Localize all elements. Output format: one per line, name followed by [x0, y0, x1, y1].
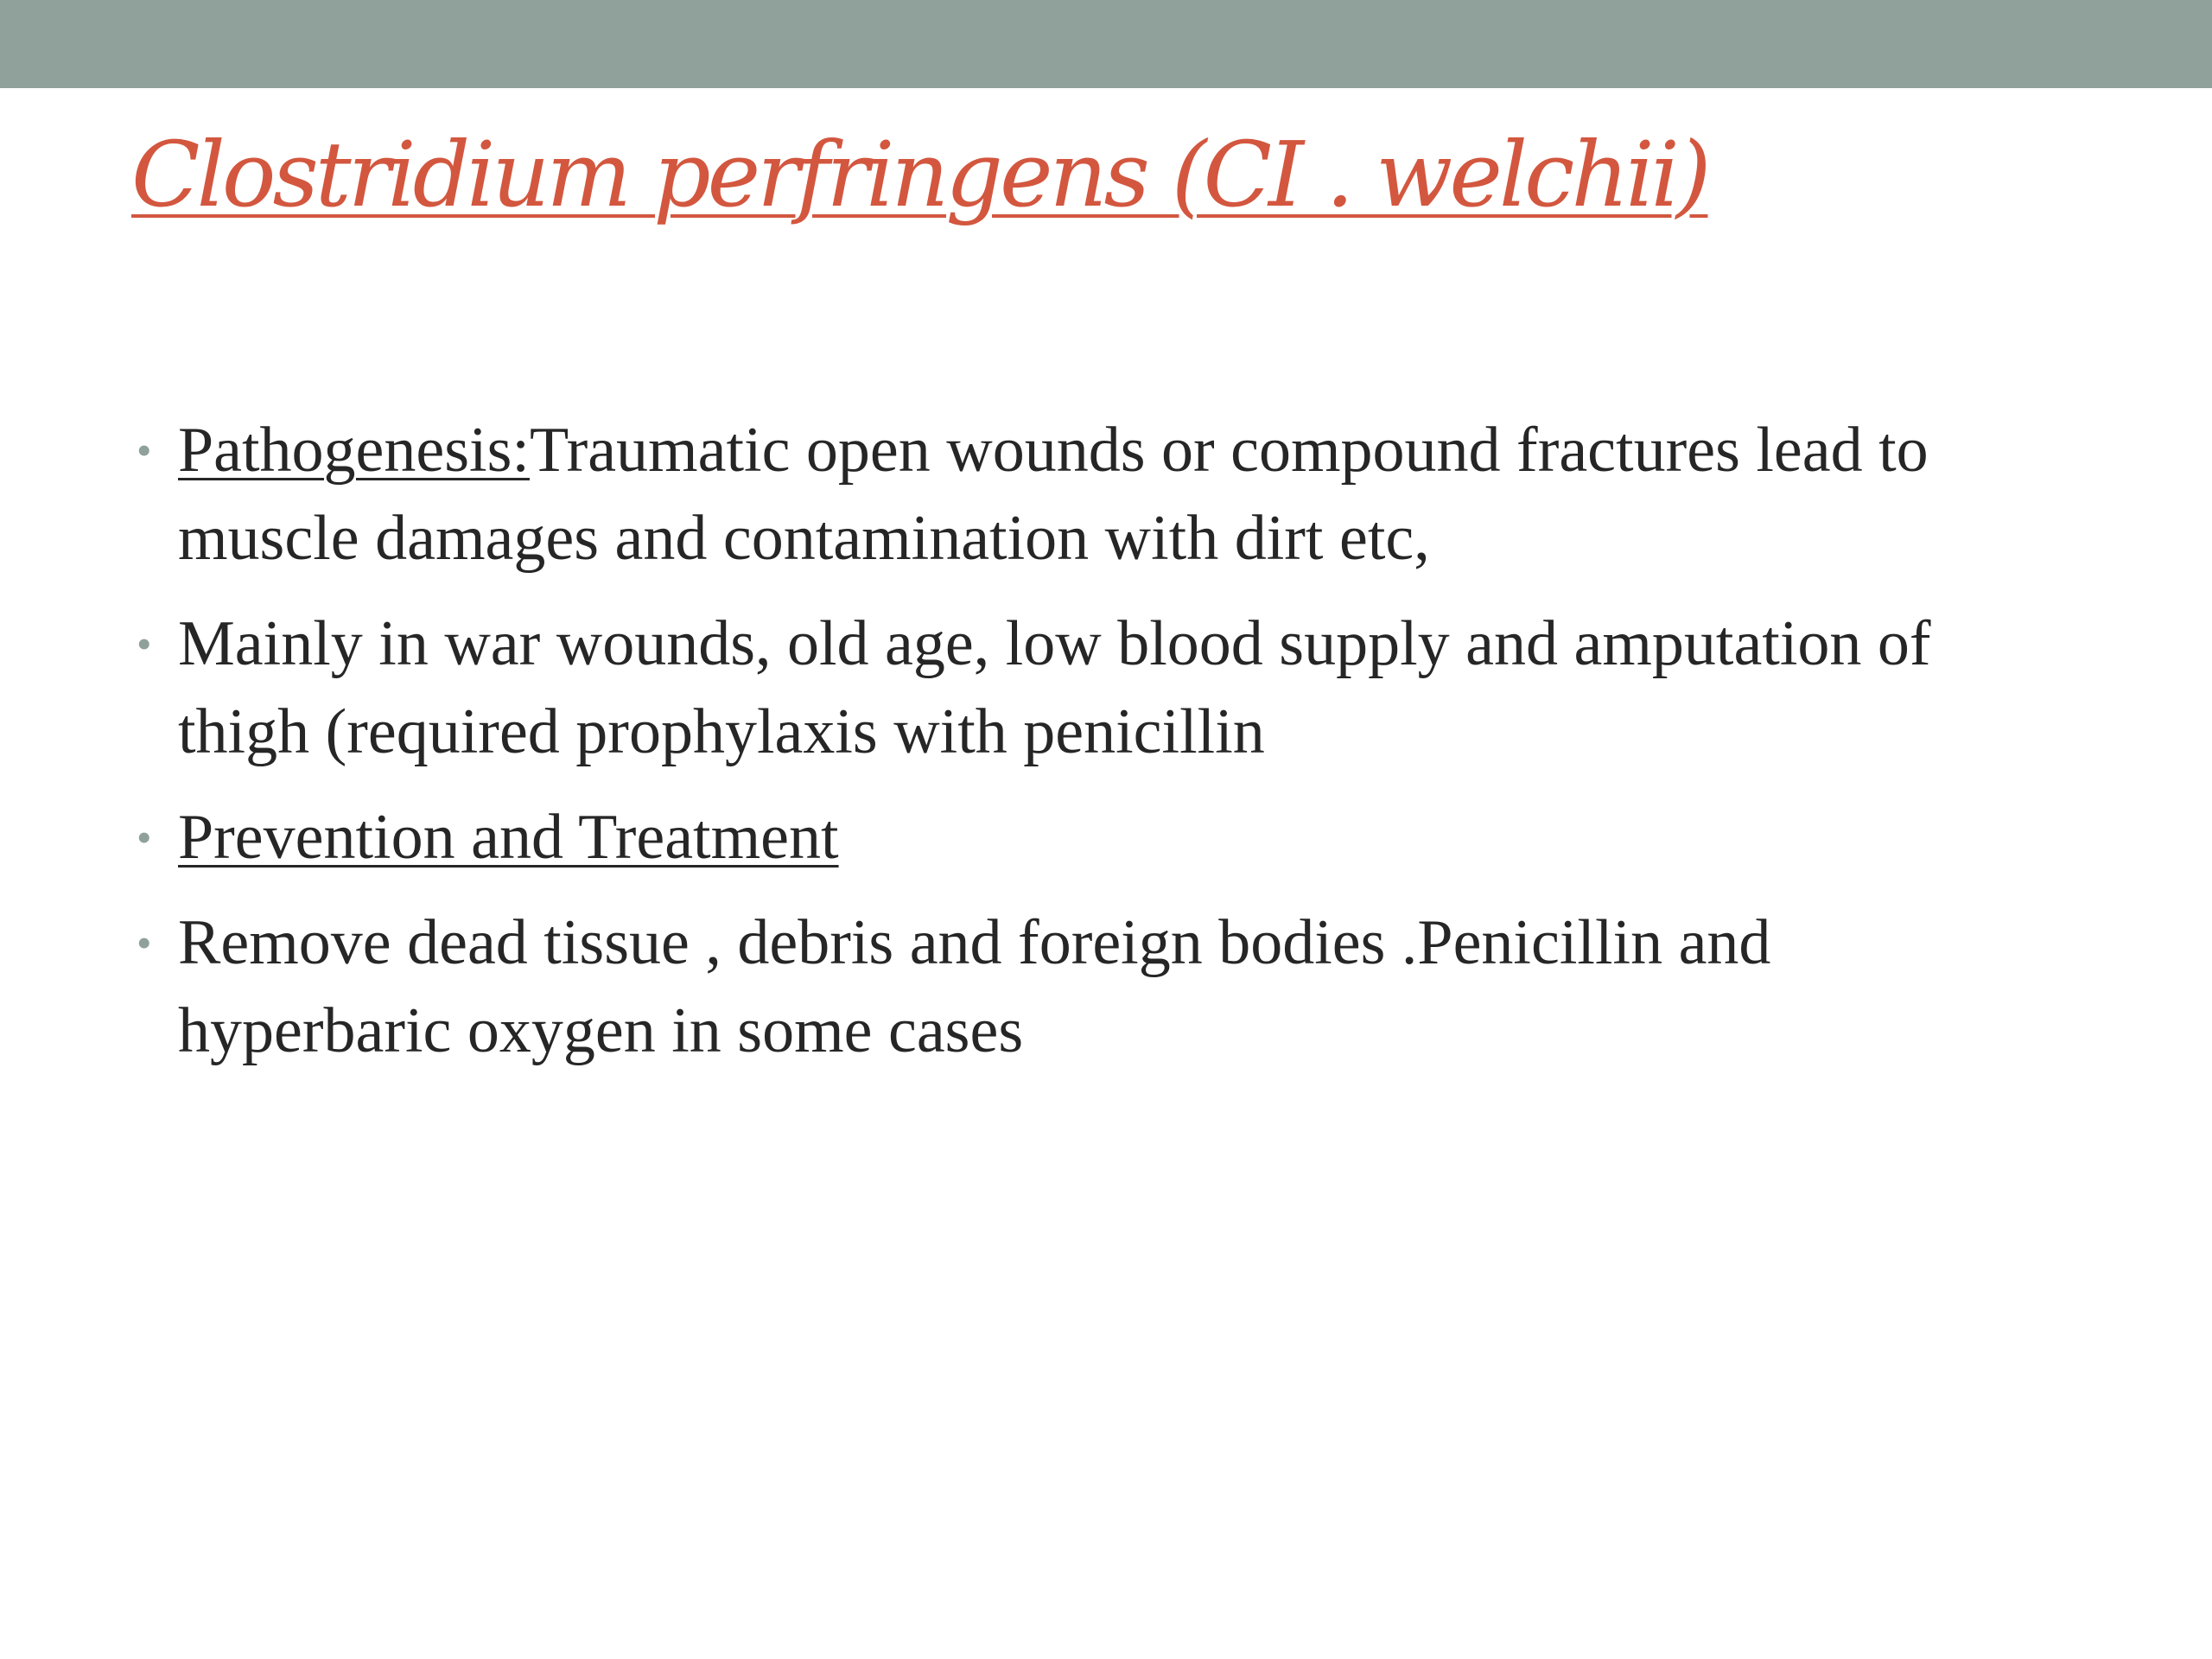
bullet-dot-icon: •: [137, 620, 152, 668]
header-bar: [0, 0, 2212, 88]
bullet-war-wounds: [131, 600, 2058, 776]
prevention-treatment-heading: Prevention and Treatment: [178, 802, 839, 873]
bullet-dot-icon: •: [137, 426, 152, 474]
bullet-remove-tissue: [131, 899, 2058, 1075]
bullet-dot-icon: •: [137, 813, 152, 861]
bullet-list: [131, 406, 2058, 1092]
pathogenesis-heading: Pathogenesis:: [178, 415, 530, 486]
remove-tissue-text: Remove dead tissue , debris and foreign bodies .Penicillin and hyperbaric oxygen in some cases: [178, 907, 1771, 1066]
war-wounds-text: Mainly in war wounds, old age, low blood supply and amputation of thigh (required prophylaxis with penicillin: [178, 608, 1931, 767]
bullet-dot-icon: •: [137, 918, 152, 967]
bullet-pathogenesis: [131, 406, 2058, 582]
pathogenesis-text: Traumatic open wounds or compound fractures lead to muscle damages and contamination with dirt etc,: [178, 415, 1929, 574]
bullet-prevention-heading: [131, 793, 2058, 881]
slide-title: Clostridium perfringens (CI . welchii): [131, 122, 1708, 227]
